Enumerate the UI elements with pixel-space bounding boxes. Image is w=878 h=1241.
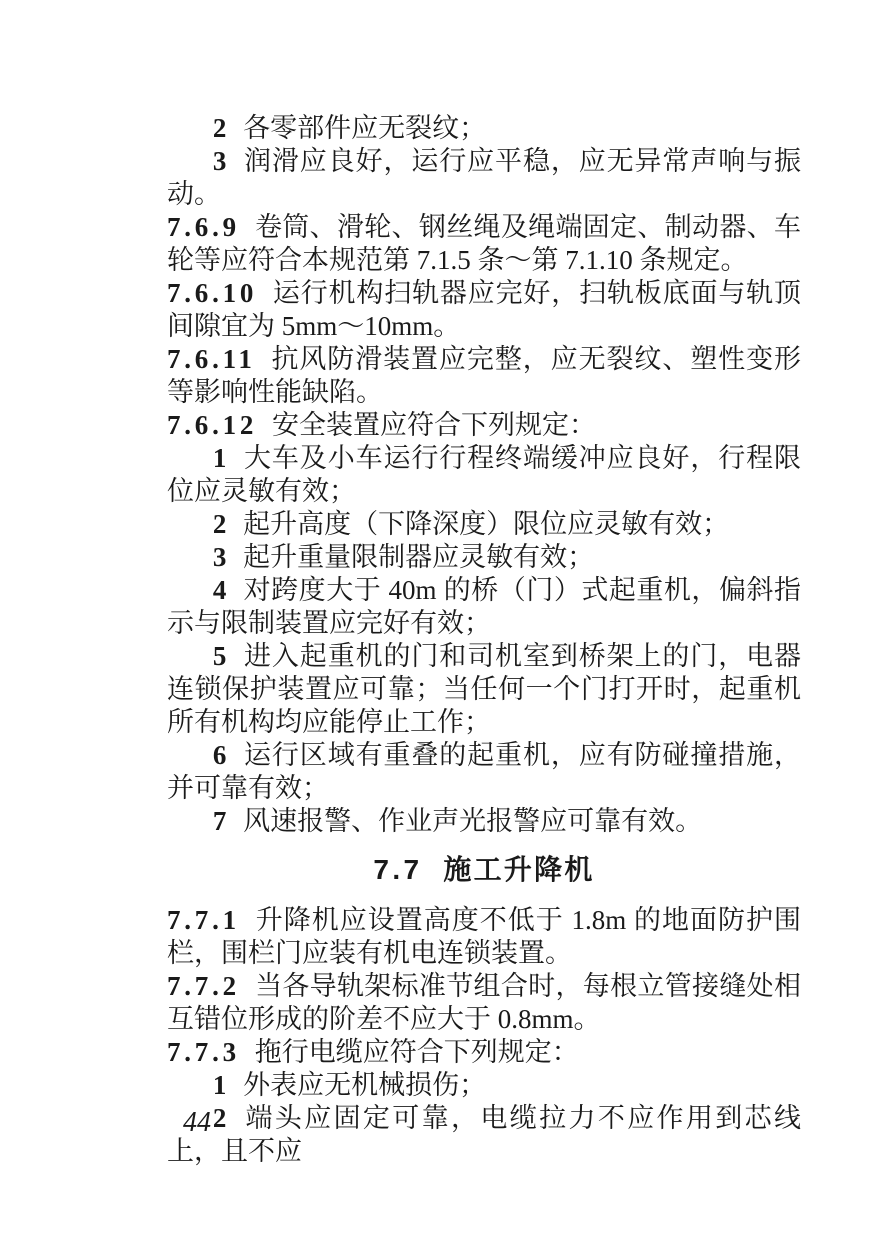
section-title: 施工升降机 <box>443 854 595 885</box>
section-number: 7.7 <box>373 854 423 885</box>
clause-7-6-12 <box>167 409 801 442</box>
sub-item-6 <box>167 739 801 805</box>
clause-7-6-9 <box>167 211 801 277</box>
clause-text: 运行机构扫轨器应完好，扫轨板底面与轨顶间隙宜为 5mm～10mm。 <box>167 278 801 341</box>
clause-number: 7.6.11 <box>167 344 256 374</box>
clause-number: 7.7.3 <box>167 1037 240 1067</box>
item-number: 2 <box>212 113 227 143</box>
item-text: 起升重量限制器应灵敏有效； <box>243 542 595 572</box>
page-number: 44 <box>183 1107 211 1138</box>
item-number: 2 <box>212 1103 227 1133</box>
item-text: 大车及小车运行行程终端缓冲应良好，行程限位应灵敏有效； <box>167 443 801 506</box>
clause-text: 当各导轨架标准节组合时，每根立管接缝处相互错位形成的阶差不应大于 0.8mm。 <box>167 971 801 1034</box>
clause-7-6-11 <box>167 343 801 409</box>
clause-7-7-3 <box>167 1036 801 1069</box>
clause-number: 7.7.1 <box>167 905 240 935</box>
sub-item-1 <box>167 442 801 508</box>
sub-item-2 <box>167 1102 801 1168</box>
item-number: 4 <box>212 575 227 605</box>
item-text: 各零部件应无裂纹； <box>243 113 487 143</box>
item-number: 5 <box>212 641 227 671</box>
clause-7-7-2 <box>167 970 801 1036</box>
clause-number: 7.7.2 <box>167 971 240 1001</box>
item-text: 风速报警、作业声光报警应可靠有效。 <box>243 806 703 836</box>
sub-item-7 <box>167 805 801 838</box>
item-number: 6 <box>212 740 227 770</box>
item-text: 起升高度（下降深度）限位应灵敏有效； <box>243 509 730 539</box>
sub-item-3 <box>167 541 801 574</box>
section-heading-7-7 <box>167 853 801 886</box>
item-number: 1 <box>212 443 227 473</box>
text-block <box>167 112 801 1168</box>
clause-7-6-10 <box>167 277 801 343</box>
sub-item-5 <box>167 640 801 739</box>
clause-text: 抗风防滑装置应完整，应无裂纹、塑性变形等影响性能缺陷。 <box>167 344 801 407</box>
sub-item-3 <box>167 145 801 211</box>
clause-number: 7.6.12 <box>167 410 258 440</box>
sub-item-2 <box>167 112 801 145</box>
item-number: 3 <box>212 146 227 176</box>
sub-item-2 <box>167 508 801 541</box>
item-number: 1 <box>212 1070 227 1100</box>
item-number: 7 <box>212 806 227 836</box>
item-number: 2 <box>212 509 227 539</box>
clause-text: 卷筒、滑轮、钢丝绳及绳端固定、制动器、车轮等应符合本规范第 7.1.5 条～第 7.1.10 条规定。 <box>167 212 801 275</box>
item-text: 对跨度大于 40m 的桥（门）式起重机，偏斜指示与限制装置应完好有效； <box>167 575 801 638</box>
item-text: 端头应固定可靠，电缆拉力不应作用到芯线上，且不应 <box>167 1103 801 1166</box>
item-number: 3 <box>212 542 227 572</box>
clause-7-7-1 <box>167 904 801 970</box>
clause-text: 安全装置应符合下列规定： <box>272 410 597 440</box>
sub-item-4 <box>167 574 801 640</box>
clause-text: 拖行电缆应符合下列规定： <box>254 1037 579 1067</box>
item-text: 运行区域有重叠的起重机，应有防碰撞措施，并可靠有效； <box>167 740 801 803</box>
clause-number: 7.6.10 <box>167 278 258 308</box>
clause-number: 7.6.9 <box>167 212 240 242</box>
clause-text: 升降机应设置高度不低于 1.8m 的地面防护围栏，围栏门应装有机电连锁装置。 <box>167 905 801 968</box>
item-text: 润滑应良好，运行应平稳，应无异常声响与振动。 <box>167 146 801 209</box>
sub-item-1 <box>167 1069 801 1102</box>
item-text: 外表应无机械损伤； <box>243 1070 487 1100</box>
item-text: 进入起重机的门和司机室到桥架上的门，电器连锁保护装置应可靠；当任何一个门打开时，起重机所有机构均应能停止工作； <box>167 641 801 737</box>
